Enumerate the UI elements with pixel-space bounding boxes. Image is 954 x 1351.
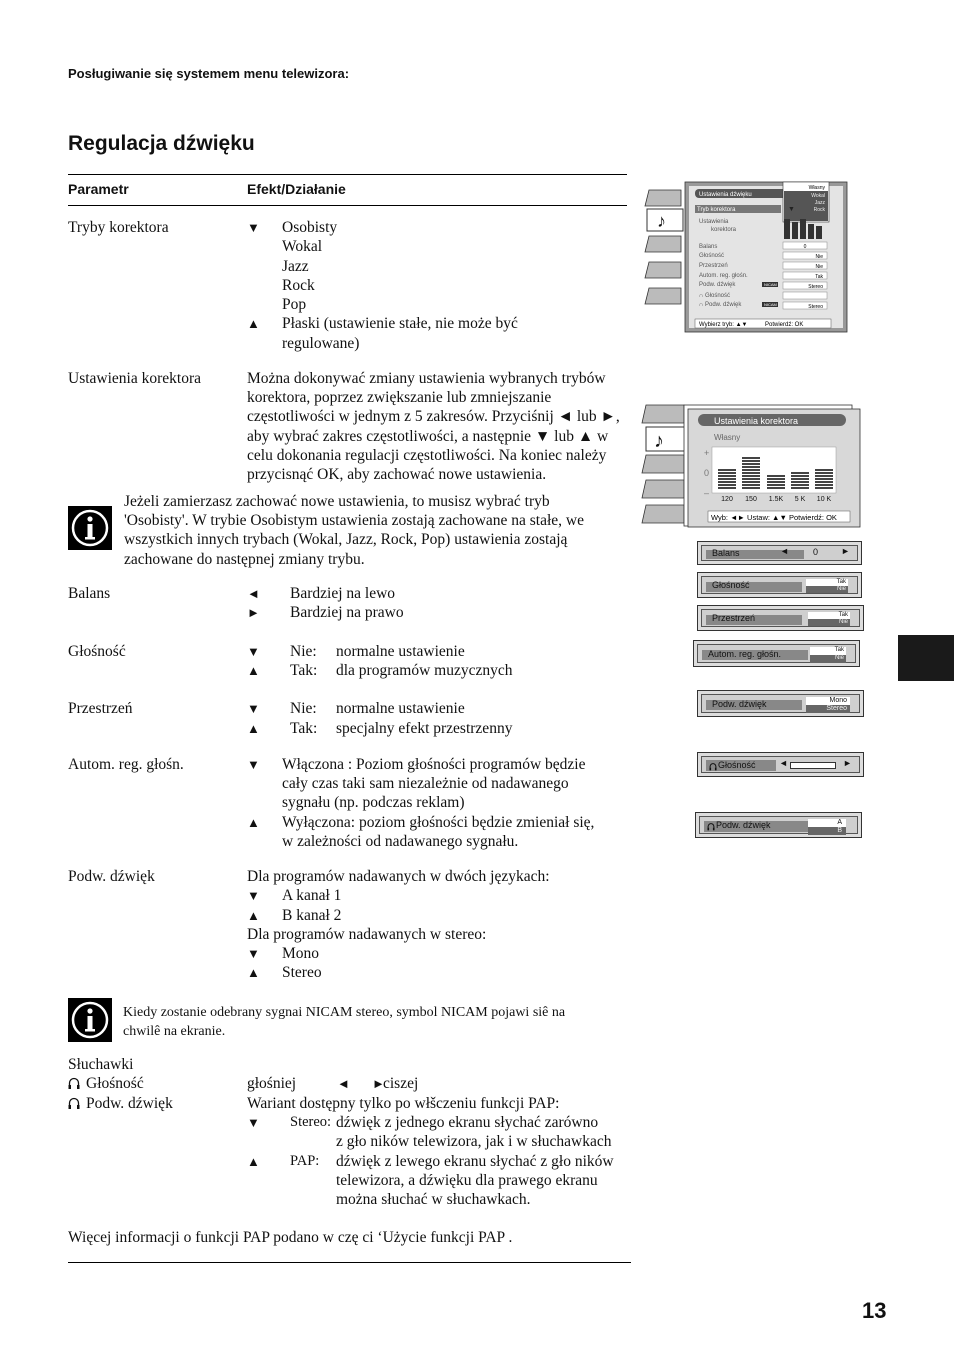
option-text: Pop (282, 296, 307, 313)
svg-text:♪: ♪ (654, 430, 664, 452)
option-text: A kanał 1 (282, 887, 342, 904)
headphones-icon (68, 1096, 80, 1110)
svg-text:10 K: 10 K (816, 496, 832, 503)
eq-bar-segment (767, 475, 785, 477)
eq-bar-segment (718, 472, 736, 474)
equalizer-menu-illustration (640, 403, 864, 529)
right-arrow-icon: ► (841, 546, 850, 556)
osd-option: Nie (810, 655, 846, 663)
option-text: cały czas taki sam niezależnie od nadawanego (282, 775, 569, 792)
body-line: Można dokonywać zmiany ustawienia wybranych trybów (247, 370, 606, 387)
info-note-line: 'Osobisty'. W trybie Osobistym ustawienia zostają zachowane na stałe, we (124, 512, 584, 529)
osd-przestrzen (697, 605, 864, 631)
option-text: B kanał 2 (282, 907, 342, 924)
svg-text:Tryb korektora: Tryb korektora (697, 207, 736, 213)
param-label: Głośność (86, 1075, 144, 1092)
svg-text:Autom. reg. głośn.: Autom. reg. głośn. (699, 273, 748, 279)
eq-bar-segment (767, 478, 785, 480)
info-note-line: Jeżeli zamierzasz zachować nowe ustawienia, to musisz wybrać tryb (124, 493, 550, 510)
osd-headphone-dual (695, 812, 862, 838)
up-arrow-icon: ▲ (247, 1154, 260, 1169)
osd-headphone-volume (697, 752, 864, 777)
eq-bar-segment (815, 475, 833, 477)
eq-bar-segment (791, 472, 809, 474)
osd-option: Tak (810, 647, 846, 655)
osd-glosnosc (697, 572, 862, 598)
body-line: przycisnąć OK, aby zachować nowe ustawienia. (247, 466, 547, 483)
left-arrow-icon: ◄ (779, 758, 788, 768)
svg-text:Tak: Tak (815, 274, 823, 280)
eq-bar-segment (815, 478, 833, 480)
option-text: dźwięk z lewego ekranu słychać z gło ników (336, 1153, 614, 1170)
down-arrow-icon: ▼ (247, 946, 260, 961)
eq-bar-segment (767, 481, 785, 483)
svg-text:Stereo: Stereo (808, 304, 823, 310)
body-line: Wariant dostępny tylko po włšczeniu funkcji PAP: (247, 1095, 560, 1112)
column-header-param: Parametr (68, 181, 129, 197)
option-text: Włączona : Poziom głośności programów będzie (282, 756, 586, 773)
option-key: Tak: (290, 720, 318, 737)
eq-bar-segment (791, 481, 809, 483)
svg-text:Wybierz tryb: ▲▼: Wybierz tryb: ▲▼ (699, 322, 748, 328)
osd-label: Balans (712, 548, 740, 558)
svg-text:Wyb: ◄► Ustaw: ▲▼ Potwierdź: O: Wyb: ◄► Ustaw: ▲▼ Potwierdź: OK (711, 513, 837, 522)
osd-label: Autom. reg. głośn. (708, 648, 782, 659)
option-text: regulowane) (282, 335, 360, 352)
option-text: Bardziej na lewo (290, 585, 396, 602)
headphones-icon (709, 762, 717, 771)
headphones-icon (68, 1076, 80, 1090)
column-header-effect: Efekt/Działanie (247, 181, 346, 197)
svg-text:Jazz: Jazz (814, 200, 825, 206)
option-text: Stereo (282, 964, 322, 981)
svg-text:+: + (704, 448, 710, 458)
svg-text:120: 120 (721, 496, 733, 503)
down-arrow-icon: ▼ (247, 220, 260, 235)
eq-bar-segment (742, 478, 760, 480)
param-label: Ustawienia korektora (68, 370, 201, 387)
option-text: można słuchać w słuchawkach. (336, 1191, 531, 1208)
svg-text:0: 0 (803, 244, 807, 250)
eq-bar-segment (718, 481, 736, 483)
eq-bar-segment (815, 484, 833, 486)
svg-text:∩ Głośność: ∩ Głośność (699, 293, 730, 299)
svg-text:Potwierdź: OK: Potwierdź: OK (765, 322, 804, 328)
up-arrow-icon: ▲ (247, 721, 260, 736)
section-heading: Posługiwanie się systemem menu telewizora: (68, 66, 350, 81)
left-arrow-icon: ◄ (780, 546, 789, 556)
body-line: częstotliwości w jednym z 5 zakresów. Przyciśnij ◄ lub ►, (247, 408, 620, 425)
up-arrow-icon: ▲ (247, 965, 260, 980)
info-icon (68, 506, 112, 550)
option-text: telewizora, a dźwięku dla prawego ekranu (336, 1172, 598, 1189)
right-arrow-icon: ► (372, 1076, 385, 1091)
option-text: Osobisty (282, 219, 338, 236)
option-text: dla programów muzycznych (336, 662, 513, 679)
eq-bar-segment (791, 478, 809, 480)
page-number: 13 (862, 1298, 887, 1323)
svg-text:♪: ♪ (657, 211, 666, 231)
option-text: głośniej (247, 1075, 297, 1092)
osd-option: A (808, 819, 846, 827)
option-text: Płaski (ustawienie stałe, nie może być (282, 315, 518, 332)
eq-bar-segment (742, 460, 760, 462)
eq-bar-segment (718, 469, 736, 471)
eq-bar-segment (718, 478, 736, 480)
svg-text:▼: ▼ (788, 206, 795, 213)
down-arrow-icon: ▼ (247, 1115, 260, 1130)
param-label: Słuchawki (68, 1056, 134, 1073)
svg-text:5 K: 5 K (794, 496, 806, 503)
option-key: PAP: (290, 1153, 320, 1169)
left-arrow-icon: ◄ (247, 586, 260, 601)
osd-label: Podw. dźwięk (712, 698, 767, 709)
osd-option: Mono (806, 697, 850, 705)
option-text: Bardziej na prawo (290, 604, 404, 621)
eq-bar-segment (815, 469, 833, 471)
option-text: sygnału (np. podczas reklam) (282, 794, 465, 811)
param-label: Podw. dźwięk (86, 1095, 173, 1112)
up-arrow-icon: ▲ (247, 815, 260, 830)
eq-bar-segment (791, 487, 809, 489)
eq-bar-segment (718, 487, 736, 489)
down-arrow-icon: ▼ (247, 644, 260, 659)
svg-text:Nie: Nie (815, 264, 823, 270)
osd-option: Nie (808, 619, 850, 626)
svg-text:150: 150 (745, 496, 757, 503)
svg-text:Podw. dźwięk: Podw. dźwięk (699, 282, 736, 288)
osd-option: Stereo (806, 705, 850, 713)
option-text: Mono (282, 945, 320, 962)
up-arrow-icon: ▲ (247, 316, 260, 331)
up-arrow-icon: ▲ (247, 663, 260, 678)
option-text: Wokal (282, 238, 323, 255)
info-note-line: zachowane do następnej zmiany trybu. (124, 551, 365, 568)
svg-text:–: – (704, 488, 710, 498)
footer-note: Więcej informacji o funkcji PAP podano w czę ci ‘Użycie funkcji PAP . (68, 1229, 513, 1246)
osd-label: Głośność (712, 580, 750, 590)
bottom-rule (68, 1262, 631, 1263)
eq-bar-segment (815, 472, 833, 474)
info-note-line: chwilê na ekranie. (123, 1024, 226, 1039)
eq-bar-segment (742, 463, 760, 465)
eq-bar-segment (767, 484, 785, 486)
svg-text:Własny: Własny (714, 433, 741, 442)
body-line: Dla programów nadawanych w stereo: (247, 926, 487, 943)
eq-bar-segment (791, 475, 809, 477)
osd-value: 0 (813, 547, 819, 557)
eq-bar-segment (718, 484, 736, 486)
right-arrow-icon: ► (247, 605, 260, 620)
svg-text:∩ Podw. dźwięk: ∩ Podw. dźwięk (699, 302, 742, 308)
info-icon (68, 998, 112, 1042)
svg-text:Balans: Balans (699, 244, 718, 250)
top-rule (68, 174, 627, 175)
param-label: Przestrzeń (68, 700, 133, 717)
eq-bar-segment (815, 487, 833, 489)
osd-autom (693, 640, 860, 667)
option-text: normalne ustawienie (336, 700, 465, 717)
sound-menu-illustration (643, 180, 848, 334)
option-text: z gło ników telewizora, jak i w słuchawkach (336, 1133, 612, 1150)
osd-option: Nie (806, 586, 848, 593)
option-key: Stereo: (290, 1114, 332, 1130)
osd-option: B (808, 827, 846, 835)
svg-text:Rock: Rock (813, 207, 825, 213)
eq-bar-segment (815, 481, 833, 483)
option-text: normalne ustawienie (336, 643, 465, 660)
eq-bar-segment (767, 487, 785, 489)
body-line: Dla programów nadawanych w dwóch językach: (247, 868, 550, 885)
param-label: Tryby korektora (68, 219, 169, 236)
info-note-line: Kiedy zostanie odebrany sygnai NICAM stereo, symbol NICAM pojawi siê na (123, 1005, 566, 1020)
osd-label: Głośność (718, 759, 756, 770)
option-text: ciszej (383, 1075, 419, 1092)
svg-text:Ustawienia: Ustawienia (699, 219, 729, 225)
down-arrow-icon: ▼ (247, 888, 260, 903)
svg-text:Własny: Własny (808, 185, 825, 191)
svg-text:NICAM: NICAM (764, 302, 777, 307)
volume-slider (790, 762, 836, 769)
headphones-icon (707, 822, 715, 831)
osd-option: Tak (808, 612, 850, 619)
svg-text:0: 0 (704, 468, 710, 478)
header-rule (68, 205, 627, 206)
svg-text:Stereo: Stereo (808, 284, 823, 290)
body-line: korektora, poprzez zwiększanie lub zmniejszanie (247, 389, 552, 406)
param-label: Balans (68, 585, 111, 602)
param-label: Autom. reg. głośn. (68, 756, 184, 773)
svg-text:Głośność: Głośność (699, 253, 725, 259)
param-label: Podw. dźwięk (68, 868, 155, 885)
option-text: specjalny efekt przestrzenny (336, 720, 513, 737)
info-note-line: wszystkich innych trybach (Wokal, Jazz, Rock, Pop) ustawienia zostają (124, 531, 568, 548)
eq-bar-segment (742, 475, 760, 477)
option-text: Jazz (282, 258, 309, 275)
option-text: Wyłączona: poziom głośności będzie zmieniał się, (282, 814, 595, 831)
svg-text:1.5K: 1.5K (768, 496, 784, 503)
svg-text:Wokal: Wokal (811, 193, 825, 199)
left-arrow-icon: ◄ (337, 1076, 350, 1091)
option-key: Nie: (290, 700, 317, 717)
eq-bar-segment (718, 475, 736, 477)
eq-bar-segment (742, 481, 760, 483)
osd-title: Ustawienia dźwięku (699, 192, 752, 198)
chapter-tab (898, 635, 954, 681)
page-title: Regulacja dźwięku (68, 132, 255, 155)
option-text: Rock (282, 277, 315, 294)
eq-bar-segment (742, 469, 760, 471)
option-key: Nie: (290, 643, 317, 660)
down-arrow-icon: ▼ (247, 757, 260, 772)
body-line: celu dokonania regulacji częstotliwości. Na koniec należy (247, 447, 607, 464)
option-text: dźwięk z jednego ekranu słychać zarówno (336, 1114, 599, 1131)
osd-label: Podw. dźwięk (716, 820, 771, 830)
eq-bar-segment (742, 484, 760, 486)
svg-text:Nie: Nie (815, 254, 823, 260)
osd-balans (697, 541, 862, 565)
eq-bar-segment (791, 484, 809, 486)
body-line: aby wybrać zakres częstotliwości, a następnie ▼ lub ▲ w (247, 428, 609, 445)
option-text: w zależności od nadawanego sygnału. (282, 833, 519, 850)
osd-option: Tak (806, 579, 848, 586)
osd-podw (697, 690, 864, 717)
param-label: Głośność (68, 643, 126, 660)
eq-bar-segment (742, 472, 760, 474)
osd-label: Przestrzeń (712, 613, 756, 623)
up-arrow-icon: ▲ (247, 908, 260, 923)
down-arrow-icon: ▼ (247, 701, 260, 716)
eq-bar-segment (742, 466, 760, 468)
svg-text:NICAM: NICAM (764, 282, 777, 287)
svg-text:korektora: korektora (711, 227, 737, 233)
svg-text:Ustawienia korektora: Ustawienia korektora (714, 416, 799, 426)
right-arrow-icon: ► (843, 758, 852, 768)
svg-text:Przestrzeń: Przestrzeń (699, 263, 728, 269)
option-key: Tak: (290, 662, 318, 679)
eq-bar-segment (742, 457, 760, 459)
eq-bar-segment (742, 487, 760, 489)
